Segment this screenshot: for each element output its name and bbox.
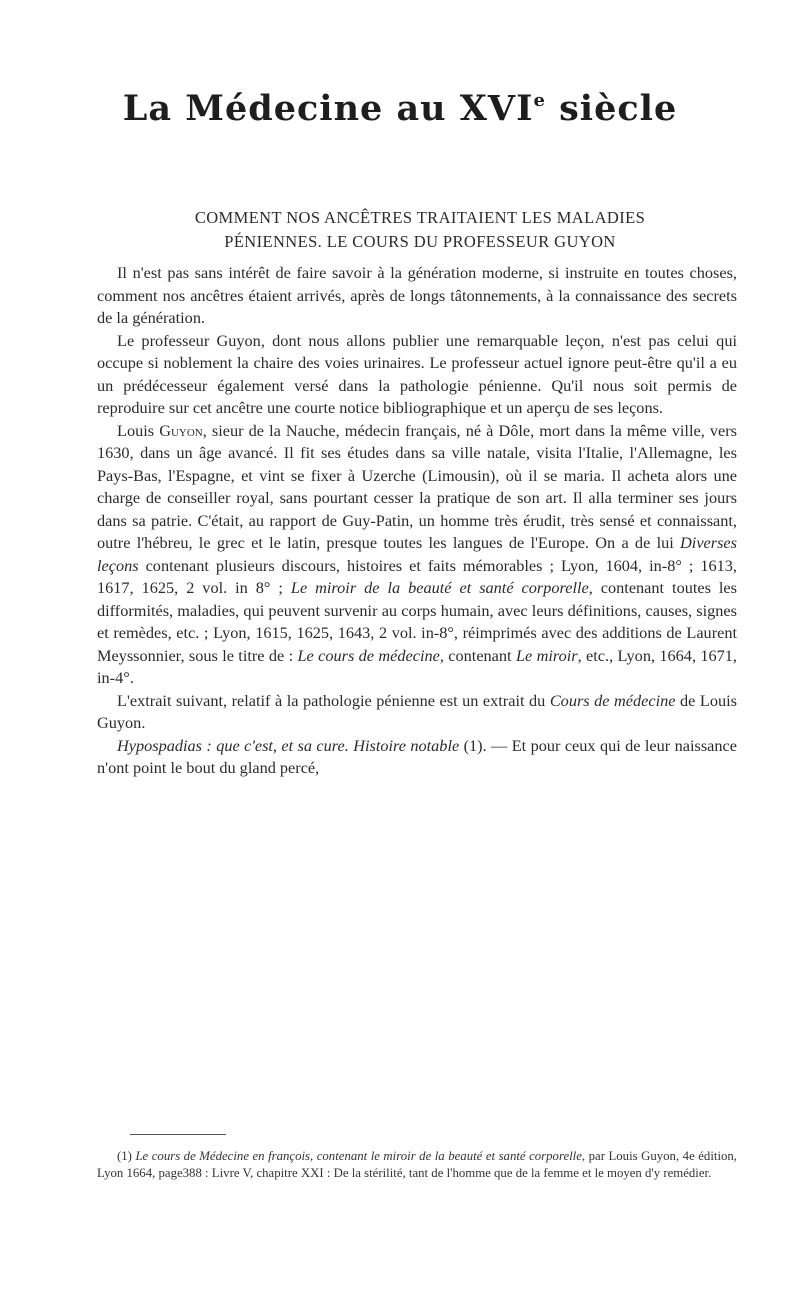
footnote-mark: (1) <box>117 1149 136 1163</box>
paragraph-hypospadias: Hypospadias : que c'est, et sa cure. Histoire notable (1). — Et pour ceux qui de leur naissance n'ont point le bout du gland percé, <box>97 735 737 777</box>
title-main: La Médecine au XVI <box>122 88 534 129</box>
page-title <box>60 88 740 129</box>
book-title-lecons: Diverses leçons <box>97 533 737 575</box>
article-body <box>97 262 737 780</box>
book-title-miroir-short: Le miroir <box>515 645 578 665</box>
title-superscript: e <box>533 90 546 111</box>
footnote-author-name: Guyon <box>641 1149 676 1163</box>
book-title-cours-ref: Cours de médecine <box>549 690 676 710</box>
title-tail: siècle <box>545 88 678 129</box>
paragraph-intro: Il n'est pas sans intérêt de faire savoir à la génération moderne, si instruite en toutes choses, comment nos ancêtres étaient arrivés, après de longs tâtonnements, à la connaissance des secrets de la génération. <box>97 263 737 327</box>
paragraph-extract: L'extrait suivant, relatif à la pathologie pénienne est un extrait du Cours de médecine de Louis Guyon. <box>97 690 737 732</box>
footnote <box>97 1148 737 1181</box>
section-heading-hypospadias: Hypospadias : que c'est, et sa cure. Histoire notable <box>117 735 460 755</box>
paragraph-biography: Louis Guyon, sieur de la Nauche, médecin français, né à Dôle, mort dans la même ville, vers 1630, dans un âge avancé. Il fit ses études dans sa ville natale, visita l'Italie, l'Allemagne, les Pays-Bas, l'Espagne, et vint se fixer à Uzerche (Limousin), où il se maria. Il acheta alors une charge de conseiller royal, sans pourtant cesser la pratique de son art. Il alla terminer ses jours dans sa patrie. C'était, au rapport de Guy-Patin, un homme très érudit, très sensé et connaissant, outre l'hébreu, le grec et le latin, presque toutes les langues de l'Europe. On a de lui Diverses leçons contenant plusieurs discours, histoires et faits mémorables ; Lyon, 1604, in-8° ; 1613, 1617, 1625, 2 vol. in 8° ; Le miroir de la beauté et santé corporelle, contenant toutes les difformités, maladies, qui peuvent survenir au corps humain, avec leurs définitions, causes, signes et remèdes, etc. ; Lyon, 1615, 1625, 1643, 2 vol. in-8°, réimprimés avec des additions de Laurent Meyssonnier, sous le titre de : Le cours de médecine, contenant Le miroir, etc., Lyon, 1664, 1671, in-4°. <box>97 420 738 687</box>
footnote-divider <box>130 1134 226 1135</box>
book-title-cours: Le cours de médecine <box>297 645 440 665</box>
author-name: Guyon <box>159 420 203 440</box>
article-headline <box>110 206 730 254</box>
book-title-miroir: Le miroir de la beauté et santé corporelle <box>290 578 589 597</box>
headline-line-2: PÉNIENNES. LE COURS DU PROFESSEUR GUYON <box>224 232 616 251</box>
footnote-book-title: Le cours de Médecine en françois, contenant le miroir de la beauté et santé corporelle <box>135 1149 582 1163</box>
headline-line-1: COMMENT NOS ANCÊTRES TRAITAIENT LES MALADIES <box>194 208 646 227</box>
footnote-text: (1) Le cours de Médecine en françois, contenant le miroir de la beauté et santé corporelle, par Louis Guyon, 4e édition, Lyon 1664, page388 : Livre V, chapitre XXI : De la stérilité, tant de l'homme que de la femme et le moyen d'y remédier. <box>97 1149 737 1180</box>
paragraph-professor: Le professeur Guyon, dont nous allons publier une remarquable leçon, n'est pas celui qui occupe si noblement la chaire des voies urinaires. Le professeur actuel ignore peut-être qu'il a eu un prédécesseur également versé dans la pathologie pénienne. Qu'il nous soit permis de reproduire sur cet ancêtre une courte notice bibliographique et un aperçu de ses leçons. <box>97 330 737 417</box>
